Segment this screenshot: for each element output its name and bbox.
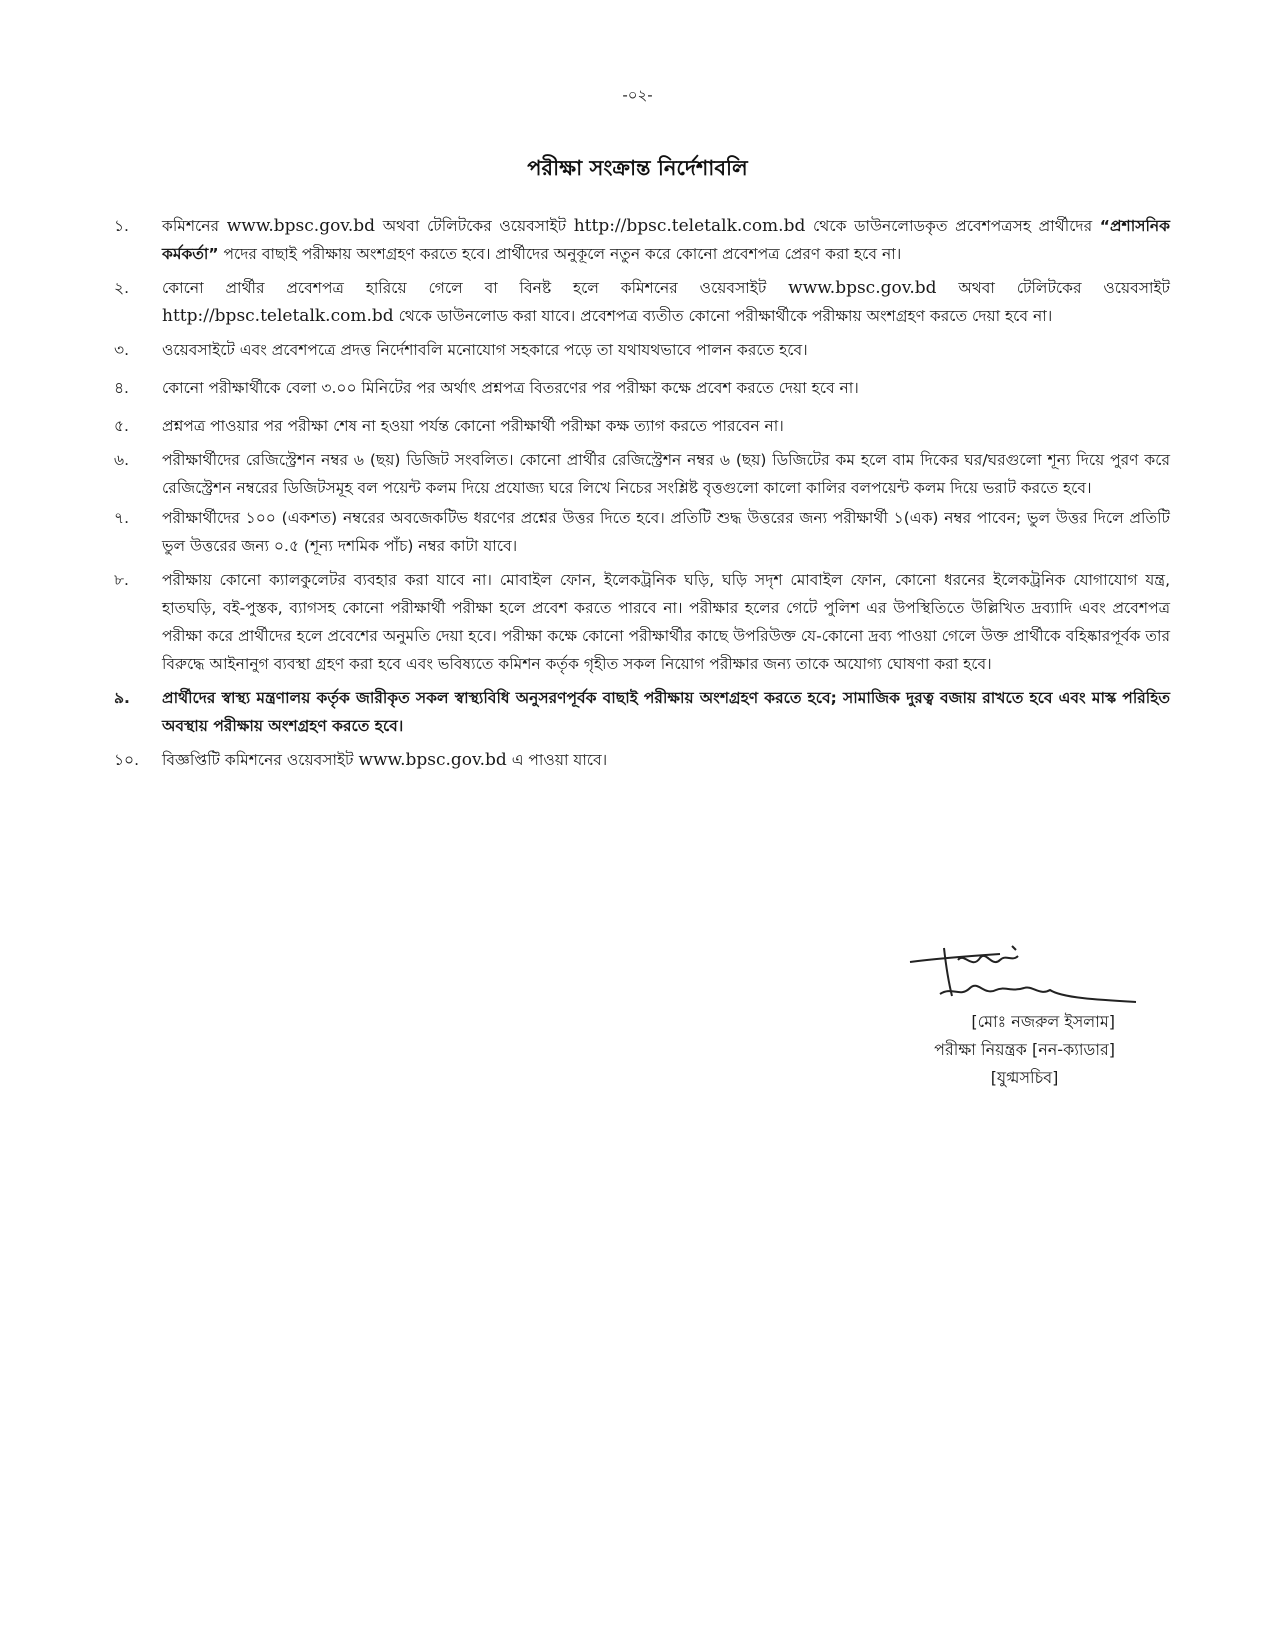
instruction-text-part: কমিশনের (162, 217, 227, 235)
instruction-text-part: কোনো প্রার্থীর প্রবেশপত্র হারিয়ে গেলে বা বিনষ্ট হলে কমিশনের ওয়েবসাইট (162, 279, 789, 297)
document-title: পরীক্ষা সংক্রান্ত নির্দেশাবলি (527, 156, 748, 180)
instruction-text (162, 336, 1170, 364)
instruction-text-part: প্রশ্নপত্র পাওয়ার পর পরীক্ষা শেষ না হওয়া পর্যন্ত কোনো পরীক্ষার্থী পরীক্ষা কক্ষ ত্যাগ করতে পারবেন না। (162, 417, 784, 435)
signatory-designation: পরীক্ষা নিয়ন্ত্রক [নন-ক্যাডার] (934, 1040, 1115, 1059)
instruction-number: ৩. (114, 341, 130, 359)
page-number: -০২- (622, 86, 653, 104)
instruction-number: ৪. (114, 379, 129, 397)
instruction-text (162, 446, 1170, 502)
signatory-name: [মোঃ নজরুল ইসলাম] (971, 1012, 1115, 1031)
instruction-text-part: থেকে ডাউনলোড করা যাবে। প্রবেশপত্র ব্যতীত কোনো পরীক্ষার্থীকে পরীক্ষায় অংশগ্রহণ করতে দেয়া হবে না। (393, 307, 1053, 325)
instruction-text-part: পদের বাছাই পরীক্ষায় অংশগ্রহণ করতে হবে। প্রার্থীদের অনুকূলে নতুন করে কোনো প্রবেশপত্র প্রেরণ করা হবে না। (218, 245, 902, 263)
instruction-text-part: পরীক্ষার্থীদের ১০০ (একশত) নম্বরের অবজেকটিভ ধরণের প্রশ্নের উত্তর দিতে হবে। প্রতিটি শুদ্ধ উত্তরের জন্য পরীক্ষার্থী ১(এক) নম্বর পাবেন; ভুল উত্তর দিলে প্রতিটি ভুল উত্তরের জন্য ০.৫ (শূন্য দশমিক পাঁচ) নম্বর কাটা যাবে। (162, 509, 1170, 555)
website-url: www.bpsc.gov.bd (788, 278, 937, 298)
instruction-list (114, 212, 1170, 774)
instruction-item (114, 566, 1170, 678)
instruction-text (162, 412, 1170, 440)
instruction-text-part: পরীক্ষায় কোনো ক্যালকুলেটর ব্যবহার করা যাবে না। মোবাইল ফোন, ইলেকট্রনিক ঘড়ি, ঘড়ি সদৃশ মোবাইল ফোন, কোনো ধরনের ইলেকট্রনিক যোগাযোগ যন্ত্র, হাতঘড়ি, বই-পুস্তক, ব্যাগসহ কোনো পরীক্ষার্থী পরীক্ষা হলে প্রবেশ করতে পারবে না। পরীক্ষার হলের গেটে পুলিশ এর উপস্থিতিতে উল্লিখিত দ্রব্যাদি এবং প্রবেশপত্র পরীক্ষা করে প্রার্থীদের হলে প্রবেশের অনুমতি দেয়া হবে। পরীক্ষা কক্ষে কোনো পরীক্ষার্থীর কাছে উপরিউক্ত যে-কোনো দ্রব্য পাওয়া গেলে উক্ত প্রার্থীকে বহিষ্কারপূর্বক তার বিরুদ্ধে আইনানুগ ব্যবস্থা গ্রহণ করা হবে এবং ভবিষ্যতে কমিশন কর্তৃক গৃহীত সকল নিয়োগ পরীক্ষার জন্য তাকে অযোগ্য ঘোষণা করা হবে। (162, 571, 1170, 673)
instruction-text-part: এ পাওয়া যাবে। (506, 751, 608, 769)
instruction-text (162, 746, 1170, 774)
instruction-text (162, 374, 1170, 402)
instruction-item (114, 274, 1170, 330)
instruction-number: ৯. (114, 689, 130, 707)
instruction-number: ৭. (114, 509, 130, 527)
instruction-item (114, 412, 1170, 440)
instruction-text (162, 274, 1170, 330)
signatory-block (934, 1008, 1115, 1092)
instruction-item (114, 336, 1170, 364)
instruction-number: ১০. (114, 751, 140, 769)
instruction-text-part: কোনো পরীক্ষার্থীকে বেলা ৩.০০ মিনিটের পর অর্থাৎ প্রশ্নপত্র বিতরণের পর পরীক্ষা কক্ষে প্রবেশ করতে দেয়া হবে না। (162, 379, 859, 397)
instruction-text-part: প্রার্থীদের স্বাস্থ্য মন্ত্রণালয় কর্তৃক জারীকৃত সকল স্বাস্থ্যবিধি অনুসরণপূর্বক বাছাই পরীক্ষায় অংশগ্রহণ করতে হবে; সামাজিক দুরত্ব বজায় রাখতে হবে এবং মাস্ক পরিহিত অবস্থায় পরীক্ষায় অংশগ্রহণ করতে হবে। (162, 689, 1170, 735)
signatory-rank: [যুগ্মসচিব] (990, 1068, 1059, 1087)
instruction-text (162, 212, 1170, 268)
instruction-number: ৮. (114, 571, 129, 589)
website-url: www.bpsc.gov.bd (358, 750, 507, 770)
instruction-number: ২. (114, 279, 130, 297)
instruction-item (114, 504, 1170, 560)
instruction-number: ৫. (114, 417, 129, 435)
instruction-number: ১. (114, 217, 129, 235)
instruction-text-part: “প্রশাসনিক কর্মকর্তা” (162, 217, 1170, 263)
instruction-text (162, 684, 1170, 740)
instruction-text-part: অথবা টেলিটকের ওয়েবসাইট (375, 217, 574, 235)
instruction-item (114, 374, 1170, 402)
instruction-text-part: ওয়েবসাইটে এবং প্রবেশপত্রে প্রদত্ত নির্দেশাবলি মনোযোগ সহকারে পড়ে তা যথাযথভাবে পালন করতে হবে। (162, 341, 808, 359)
instruction-text (162, 504, 1170, 560)
instruction-number: ৬. (114, 451, 130, 469)
instruction-text-part: পরীক্ষার্থীদের রেজিস্ট্রেশন নম্বর ৬ (ছয়) ডিজিট সংবলিত। কোনো প্রার্থীর রেজিস্ট্রেশন নম্বর ৬ (ছয়) ডিজিটের কম হলে বাম দিকের ঘর/ঘরগুলো শূন্য দিয়ে পুরণ করে রেজিস্ট্রেশন নম্বরের ডিজিটসমূহ বল পয়েন্ট কলম দিয়ে প্রযোজ্য ঘরে লিখে নিচের সংশ্লিষ্ট বৃত্তগুলো কালো কালির বলপয়েন্ট কলম দিয়ে ভরাট করতে হবে। (162, 451, 1170, 497)
instruction-text-part: অথবা টেলিটকের ওয়েবসাইট (936, 279, 1171, 297)
instruction-item (114, 746, 1170, 774)
instruction-text-part: বিজ্ঞপ্তিটি কমিশনের ওয়েবসাইট (162, 751, 359, 769)
website-url: http://bpsc.teletalk.com.bd (162, 306, 394, 326)
instruction-item (114, 212, 1170, 268)
instruction-item (114, 446, 1170, 502)
instruction-text (162, 566, 1170, 678)
instruction-text-part: থেকে ডাউনলোডকৃত প্রবেশপত্রসহ প্রার্থীদের (805, 217, 1100, 235)
instruction-item (114, 684, 1170, 740)
website-url: http://bpsc.teletalk.com.bd (573, 216, 806, 236)
website-url: www.bpsc.gov.bd (226, 216, 376, 236)
